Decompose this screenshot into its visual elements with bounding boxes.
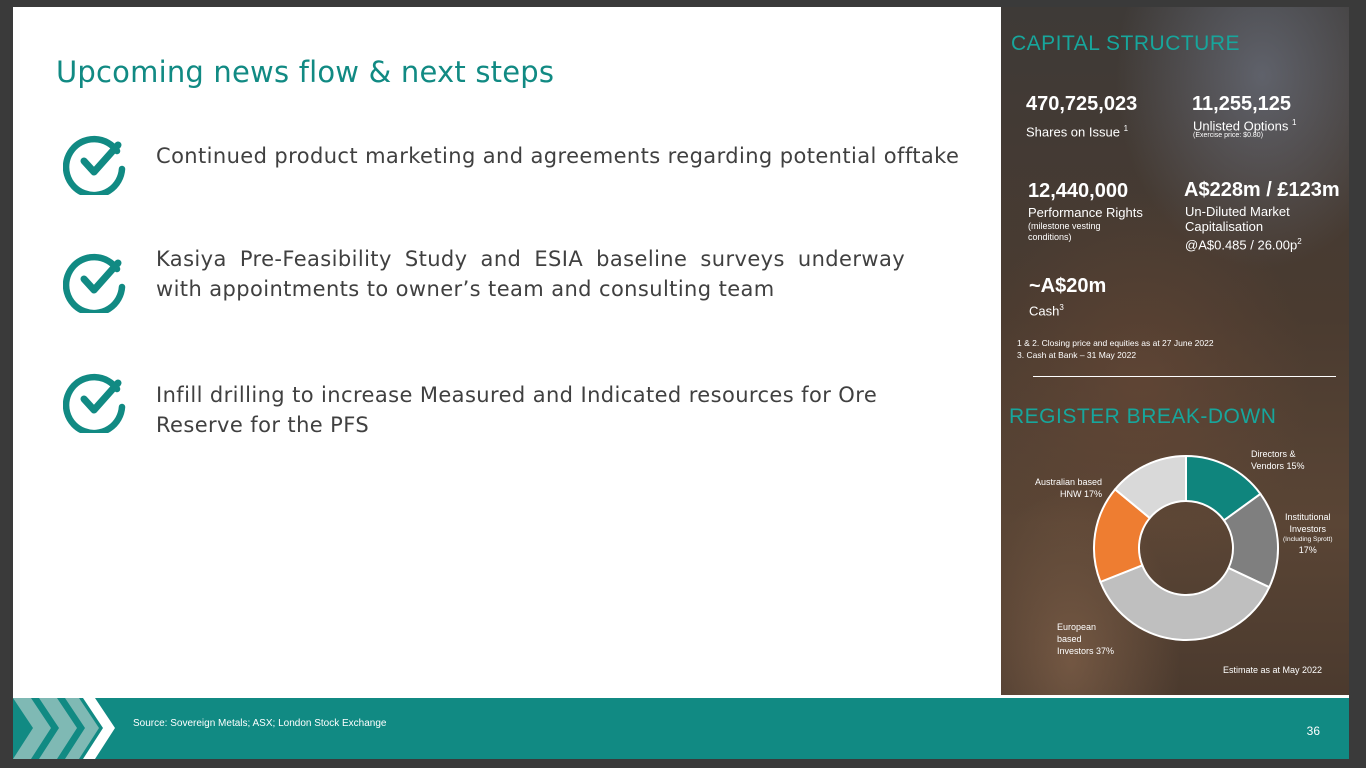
slice-european <box>1100 565 1269 640</box>
page-number: 36 <box>1306 724 1320 738</box>
shares-value: 470,725,023 <box>1026 93 1138 115</box>
market-cap-value: A$228m / £123m <box>1184 179 1340 201</box>
label-european: European based Investors 37% <box>1057 622 1115 656</box>
bullet-text: Continued product marketing and agreements regarding potential offtake <box>156 144 960 168</box>
options-label: Unlisted Options $^1$ <box>1193 118 1297 134</box>
label-australian: Australian based HNW 17% <box>1035 477 1103 499</box>
cash-value: ~A$20m <box>1029 275 1107 297</box>
capital-structure-panel <box>1001 7 1349 695</box>
bullet-item <box>63 247 129 313</box>
market-cap-label: Un-Diluted Market Capitalisation @A$0.485 / $26.00p^2$ <box>1185 204 1302 253</box>
label-directors: Directors & Vendors 15% <box>1251 449 1305 471</box>
bullet-item <box>63 129 129 195</box>
page-title: Upcoming news flow & next steps <box>56 55 555 89</box>
bullet-item <box>63 367 129 433</box>
footnote: 1 & 2. Closing price and equities as at 27 June 2022 <box>1017 338 1214 348</box>
checkmark-circle-icon <box>63 247 129 313</box>
shares-label: Shares on Issue $^1$ <box>1026 124 1129 140</box>
estimate-note: Estimate as at May 2022 <box>1223 665 1323 675</box>
register-heading: REGISTER BREAK-DOWN <box>1009 405 1277 428</box>
performance-note: (milestone vesting conditions) <box>1028 221 1101 242</box>
bullet-text: Infill drilling to increase Measured and Indicated resources for Ore Reserve for the PFS <box>156 383 878 437</box>
capital-structure-heading: CAPITAL STRUCTURE <box>1011 32 1241 55</box>
options-note: (Exercise price: $0.80) <box>1193 132 1264 139</box>
checkmark-circle-icon <box>63 367 129 433</box>
divider <box>1033 376 1336 377</box>
slide <box>13 7 1349 759</box>
performance-value: 12,440,000 <box>1028 180 1129 202</box>
checkmark-circle-icon <box>63 129 129 195</box>
chevron-arrows-icon <box>13 698 123 759</box>
label-institutional: Institutional Investors (Including Sprott) 17% <box>1283 512 1333 555</box>
options-value: 11,255,125 <box>1192 93 1291 115</box>
performance-label: Performance Rights <box>1028 205 1143 220</box>
footnote: 3. Cash at Bank – 31 May 2022 <box>1017 350 1137 360</box>
bullet-text: Kasiya Pre-Feasibility Study and ESIA baseline surveys underway with appointments to owner’s team and consulting team <box>156 247 906 301</box>
footer-bar <box>13 698 1349 759</box>
source-note: Source: Sovereign Metals; ASX; London Stock Exchange <box>133 718 387 729</box>
cash-label: Cash$^3$ <box>1029 303 1064 319</box>
